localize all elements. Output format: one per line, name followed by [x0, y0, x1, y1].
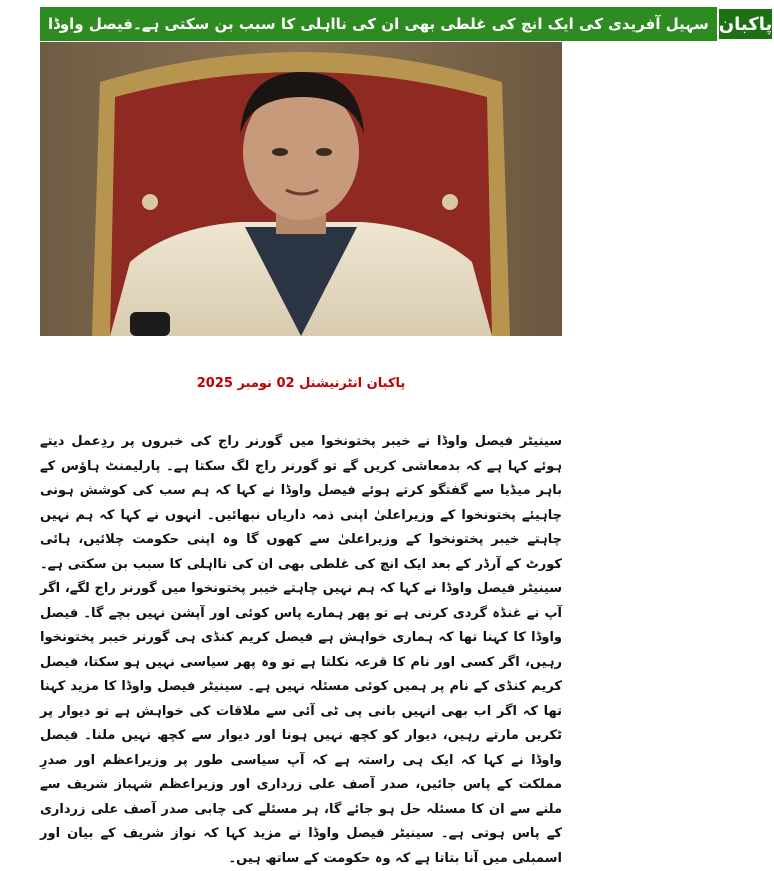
photo-illustration: [40, 42, 562, 336]
press-conference-photo: [40, 42, 562, 336]
headline-text: سہیل آفریدی کی ایک انچ کی غلطی بھی ان کی نااہلی کا سبب بن سکتی ہے۔فیصل واوڈا: [40, 7, 717, 41]
article-body: سینیٹر فیصل واوڈا نے خیبر پختونخوا میں گورنر راج کی خبروں پر ردِعمل دیتے ہوئے کہا ہے کہ بدمعاشی کریں گے تو گورنر راج لگ سکتا ہے۔ پارلیمنٹ ہاؤس کے باہر میڈیا سے گفتگو کرتے ہوئے فیصل واوڈا نے کہا کہ ہم سب کی کوشش ہونی چاہیئے پختونخوا کے وزیراعلیٰ اپنی ذمہ داریاں نبھائیں۔ انہوں نے کہا کہ ہم نہیں چاہتے خیبر پختونخوا کے وزیراعلیٰ سے کھوں گا وہ اپنی حکومت چلائیں، ہائی کورٹ کے آرڈر کے بعد ایک انچ کی غلطی بھی ان کی نااہلی کا سبب بن سکتی ہے۔ سینیٹر فیصل واوڈا نے کہا کہ ہم نہیں چاہتے خیبر پختونخوا میں گورنر راج لگے، اگر آپ نے غنڈہ گردی کرنی ہے تو پھر ہمارے پاس کوئی اور آپشن نہیں بچے گا۔ فیصل واوڈا کا کہنا تھا کہ ہماری خواہش ہے فیصل کریم کنڈی ہی گورنر خیبر پختونخوا رہیں، اگر کسی اور نام کا قرعہ نکلتا ہے تو وہ پھر سیاسی نہیں ہو سکتا، فیصل کریم کنڈی کے نام پر ہمیں کوئی مسئلہ نہیں ہے۔ سینیٹر فیصل واوڈا کا مزید کہنا تھا کہ اگر اب بھی انہیں بانی پی ٹی آئی سے ملاقات کی خواہش ہے تو دیوار پر ٹکریں مارتے رہیں، دیوار کو کچھ نہیں ہونا اور دیوار سے کچھ نہیں ملنا۔ فیصل واوڈا نے کہا کہ ایک ہی راستہ ہے کہ آپ سیاسی طور پر وزیراعظم اور صدرِ مملکت کے پاس جائیں، صدر آصف علی زرداری اور وزیراعظم شہباز شریف سے ملنے سے ان کا مسئلہ حل ہو جائے گا، ہر مسئلے کی چابی صدر آصف علی زرداری کے پاس ہوتی ہے۔ سینیٹر فیصل واوڈا نے مزید کہا کہ نواز شریف کے بیان اور اسمبلی میں آنا بتاتا ہے کہ وہ حکومت کے ساتھ ہیں۔: [40, 434, 562, 866]
headline-banner: [40, 7, 773, 41]
dateline: پاکبان انٹرنیشنل 02 نومبر 2025: [196, 376, 406, 391]
brand-logo: پاکبان: [717, 7, 774, 41]
